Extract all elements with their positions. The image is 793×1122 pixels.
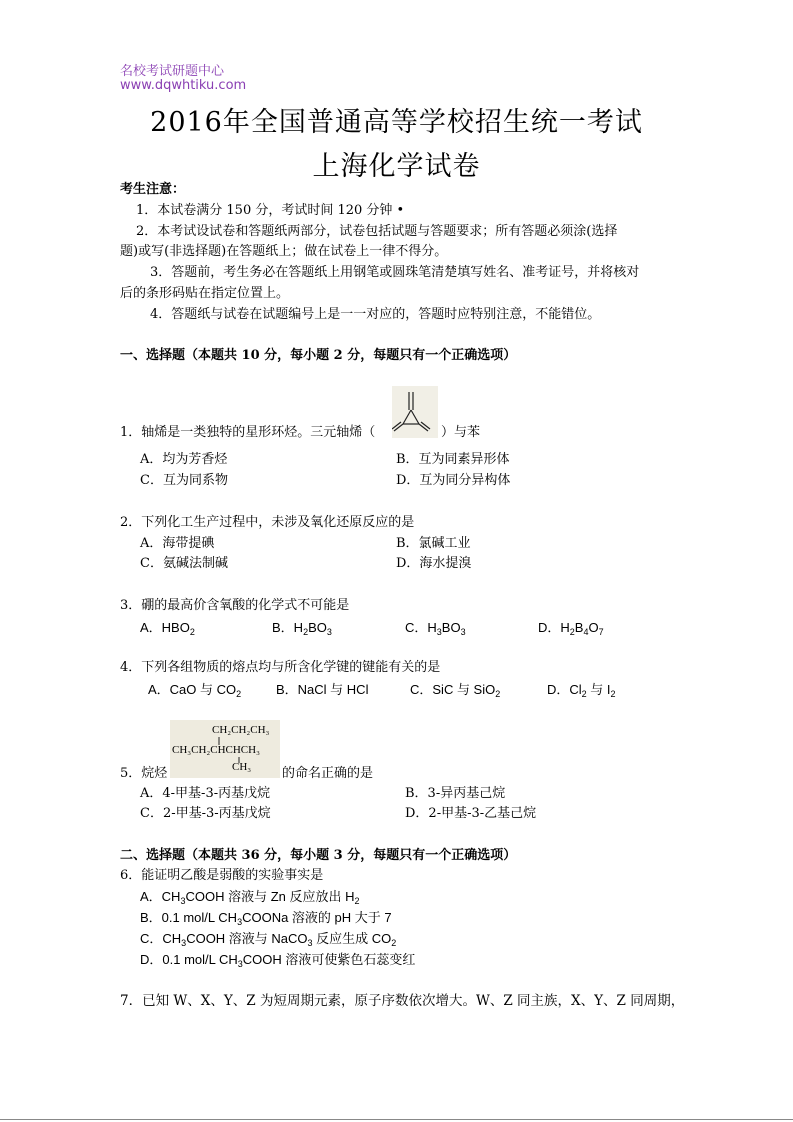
q4-option-b: B．NaCl 与 HCl xyxy=(276,682,369,697)
q5-stem-part1: 5．烷烃 xyxy=(120,766,168,781)
q7-stem: 7．已知 W、X、Y、Z 为短周期元素，原子序数依次增大。W、Z 同主族，X、Y、Z 同周期， xyxy=(120,993,685,1009)
alkane-structure-image xyxy=(170,720,280,778)
page-bottom-divider xyxy=(0,1119,793,1120)
struct-line-3: CH₃ xyxy=(232,761,252,773)
q1-option-d: D．互为同分异构体 xyxy=(396,473,511,488)
struct-line-1: CH₂CH₂CH₃ xyxy=(212,724,270,736)
q2-stem: 2．下列化工生产过程中，未涉及氧化还原反应的是 xyxy=(120,515,415,530)
watermark-line1: 名校考试研题中心 xyxy=(120,64,225,79)
q4-option-c: C．SiC 与 SiO$_2$ xyxy=(410,682,501,699)
exam-subtitle: 上海化学试卷 xyxy=(312,151,481,182)
q3-option-a: A．$HBO_2$ xyxy=(140,620,195,637)
q3-option-d: D．$H_2B_4O_7$ xyxy=(538,620,604,637)
q5-option-a: A．4-甲基-3-丙基戊烷 xyxy=(140,786,271,801)
notice-item-2b: 题)或写(非选择题)在答题纸上；做在试卷上一律不得分。 xyxy=(120,244,448,259)
notice-item-3b: 后的条形码贴在指定位置上。 xyxy=(120,286,290,301)
q5-stem-part2: 的命名正确的是 xyxy=(282,766,374,781)
q1-stem-part1: 1．轴烯是一类独特的星形环烃。三元轴烯（ xyxy=(120,425,376,440)
q2-option-a: A．海带提碘 xyxy=(140,536,215,551)
q4-stem: 4．下列各组物质的熔点均与所含化学键的键能有关的是 xyxy=(120,660,441,675)
q5-option-b: B．3-异丙基己烷 xyxy=(405,786,506,801)
q6-option-c: C．$CH_3COOH$ 溶液与 NaCO$_3$ 反应生成 $CO_2$ xyxy=(140,931,397,948)
section1-heading: 一、选择题（本题共 10 分，每小题 2 分，每题只有一个正确选项） xyxy=(120,348,517,363)
q6-stem: 6．能证明乙酸是弱酸的实验事实是 xyxy=(120,868,324,883)
q1-option-c: C．互为同系物 xyxy=(140,473,228,488)
notice-item-2a: 2．本考试设试卷和答题纸两部分，试卷包括试题与答题要求；所有答题必须涂(选择 xyxy=(136,224,618,239)
notice-item-4: 4．答题纸与试卷在试题编号上是一一对应的，答题时应特别注意，不能错位。 xyxy=(150,307,601,322)
q2-option-c: C．氨碱法制碱 xyxy=(140,556,228,571)
q4-option-d: D．$Cl_2$ 与 $I_2$ xyxy=(547,682,616,699)
section2-heading: 二、选择题（本题共 36 分，每小题 3 分，每题只有一个正确选项） xyxy=(120,848,517,863)
q3-stem: 3．硼的最高价含氧酸的化学式不可能是 xyxy=(120,598,350,613)
struct-line-2: CH₃CH₂CHCHCH₃ xyxy=(172,744,260,756)
notice-item-1: 1．本试卷满分 150 分，考试时间 120 分钟 • xyxy=(136,203,405,218)
q1-stem-part2: ）与苯 xyxy=(441,425,481,440)
q1-option-a: A．均为芳香烃 xyxy=(140,452,228,467)
triaxialene-structure-image xyxy=(392,386,438,438)
q6-option-d: D．0.1 mol/L $CH_3COOH$ 溶液可使紫色石蕊变红 xyxy=(140,952,416,969)
q5-option-d: D．2-甲基-3-乙基己烷 xyxy=(405,806,537,821)
notice-item-3a: 3．答题前，考生务必在答题纸上用钢笔或圆珠笔清楚填写姓名、准考证号，并将核对 xyxy=(150,265,640,280)
q3-option-c: C．$H_3BO_3$ xyxy=(405,620,466,637)
exam-title: 2016年全国普通高等学校招生统一考试 xyxy=(150,107,643,138)
q1-option-b: B．互为同素异形体 xyxy=(396,452,510,467)
q5-option-c: C．2-甲基-3-丙基戊烷 xyxy=(140,806,271,821)
q6-option-a: A．$CH_3COOH$ 溶液与 Zn 反应放出 $H_2$ xyxy=(140,889,360,906)
notice-heading: 考生注意： xyxy=(120,182,186,197)
q2-option-b: B．氯碱工业 xyxy=(396,536,471,551)
q6-option-b: B．0.1 mol/L $CH_3COONa$ 溶液的 pH 大于 7 xyxy=(140,910,392,927)
q4-option-a: A．CaO 与 $CO_2$ xyxy=(148,682,242,699)
q2-option-d: D．海水提溴 xyxy=(396,556,472,571)
watermark-line2: www.dqwhtiku.com xyxy=(120,78,247,93)
q3-option-b: B．$H_2BO_3$ xyxy=(272,620,332,637)
